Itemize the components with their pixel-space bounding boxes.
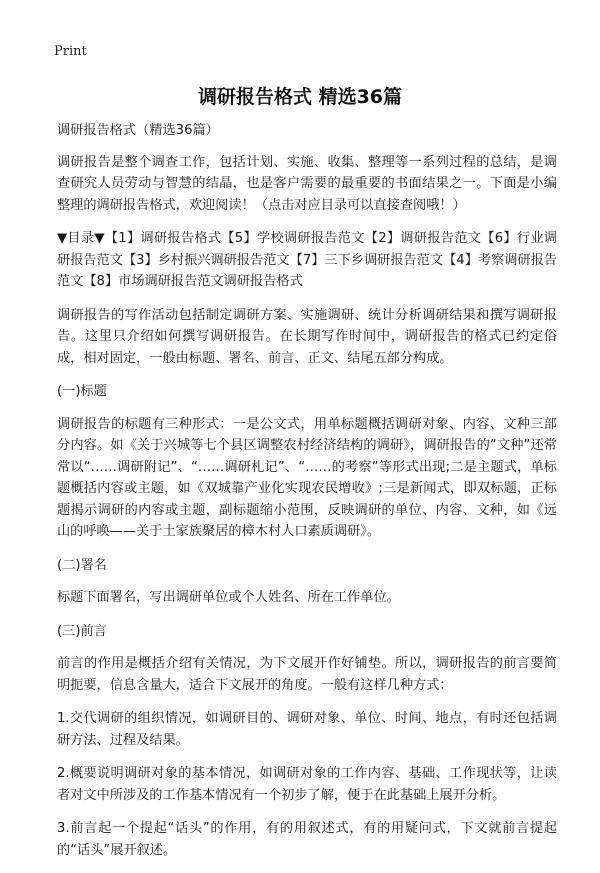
toc-item-4[interactable]: 【4】考察调研报告范文 (57, 252, 558, 289)
toc-item-5[interactable]: 【5】学校调研报告范文 (221, 231, 365, 246)
article-body (57, 120, 557, 873)
title-paragraph: 调研报告的标题有三种形式：一是公文式，用单标题概括调研对象、内容、文种三部分内容。如《关于兴城等七个县区调整农村经济结构的调研》，调研报告的“文种”还常常以“……调研附记”、“……调研札记”、“……的考察”等形式出现;二是主题式，单标题概括内容或主题，如《双城靠产业化实现农民增收》;三是新闻式，即双标题，正标题揭示调研的内容或主题，副标题缩小范围，反映调研的单位、内容、文种，如《远山的呼唤——关于土家族聚居的樟木村人口素质调研》。 (57, 416, 557, 539)
toc-prefix: ▼目录▼ (57, 231, 105, 246)
preface-paragraph: 前言的作用是概括介绍有关情况，为下文展开作好铺垫。所以，调研报告的前言要简明扼要，信息含量大，适合下文展开的角度。一般有这样几种方式： (57, 656, 557, 693)
toc-item-3[interactable]: 【3】乡村振兴调研报告范文 (122, 252, 290, 268)
list-item-1: 1.交代调研的组织情况，如调研目的、调研对象、单位、时间、地点，有时还包括调研方法、过程及结果。 (57, 711, 557, 748)
list-item-3: 3.前言起一个提起“话头”的作用，有的用叙述式，有的用疑问式，下文就前言提起的“话头”展开叙述。 (57, 821, 557, 858)
print-link[interactable]: Print (54, 44, 87, 59)
page-title: 调研报告格式 精选36篇 (197, 86, 403, 108)
section-heading-preface: (三)前言 (57, 623, 107, 639)
intro-paragraph: 调研报告是整个调查工作，包括计划、实施、收集、整理等一系列过程的总结，是调查研究人员劳动与智慧的结晶，也是客户需要的最重要的书面结果之一。下面是小编整理的调研报告格式，欢迎阅读！（点击对应目录可以直接查阅哦！） (57, 154, 557, 213)
article-subtitle: 调研报告格式（精选36篇） (57, 123, 219, 138)
table-of-contents (57, 228, 557, 293)
section-heading-signature: (二)署名 (57, 557, 107, 573)
toc-item-7[interactable]: 【7】三下乡调研报告范文 (289, 252, 444, 268)
section-heading-title: (一)标题 (57, 384, 107, 399)
overview-paragraph: 调研报告的写作活动包括制定调研方案、实施调研、统计分析调研结果和撰写调研报告。这里只介绍如何撰写调研报告。在长期写作时间中，调研报告的格式已约定俗成，相对固定，一般由标题、署名、前言、正文、结尾五部分构成。 (57, 307, 557, 366)
signature-paragraph: 标题下面署名，写出调研单位或个人姓名、所在工作单位。 (57, 590, 400, 605)
toc-item-8[interactable]: 【8】市场调研报告范文调研报告格式 (83, 274, 303, 289)
toc-item-2[interactable]: 【2】调研报告范文 (364, 231, 482, 246)
toc-item-6[interactable]: 【6】行业调研报告范文 (57, 231, 557, 268)
list-item-2: 2.概要说明调研对象的基本情况，如调研对象的工作内容、基础、工作现状等，让读者对文中所涉及的工作基本情况有一个初步了解，便于在此基础上展开分析。 (57, 766, 557, 803)
toc-item-1[interactable]: 【1】调研报告格式 (104, 231, 222, 246)
